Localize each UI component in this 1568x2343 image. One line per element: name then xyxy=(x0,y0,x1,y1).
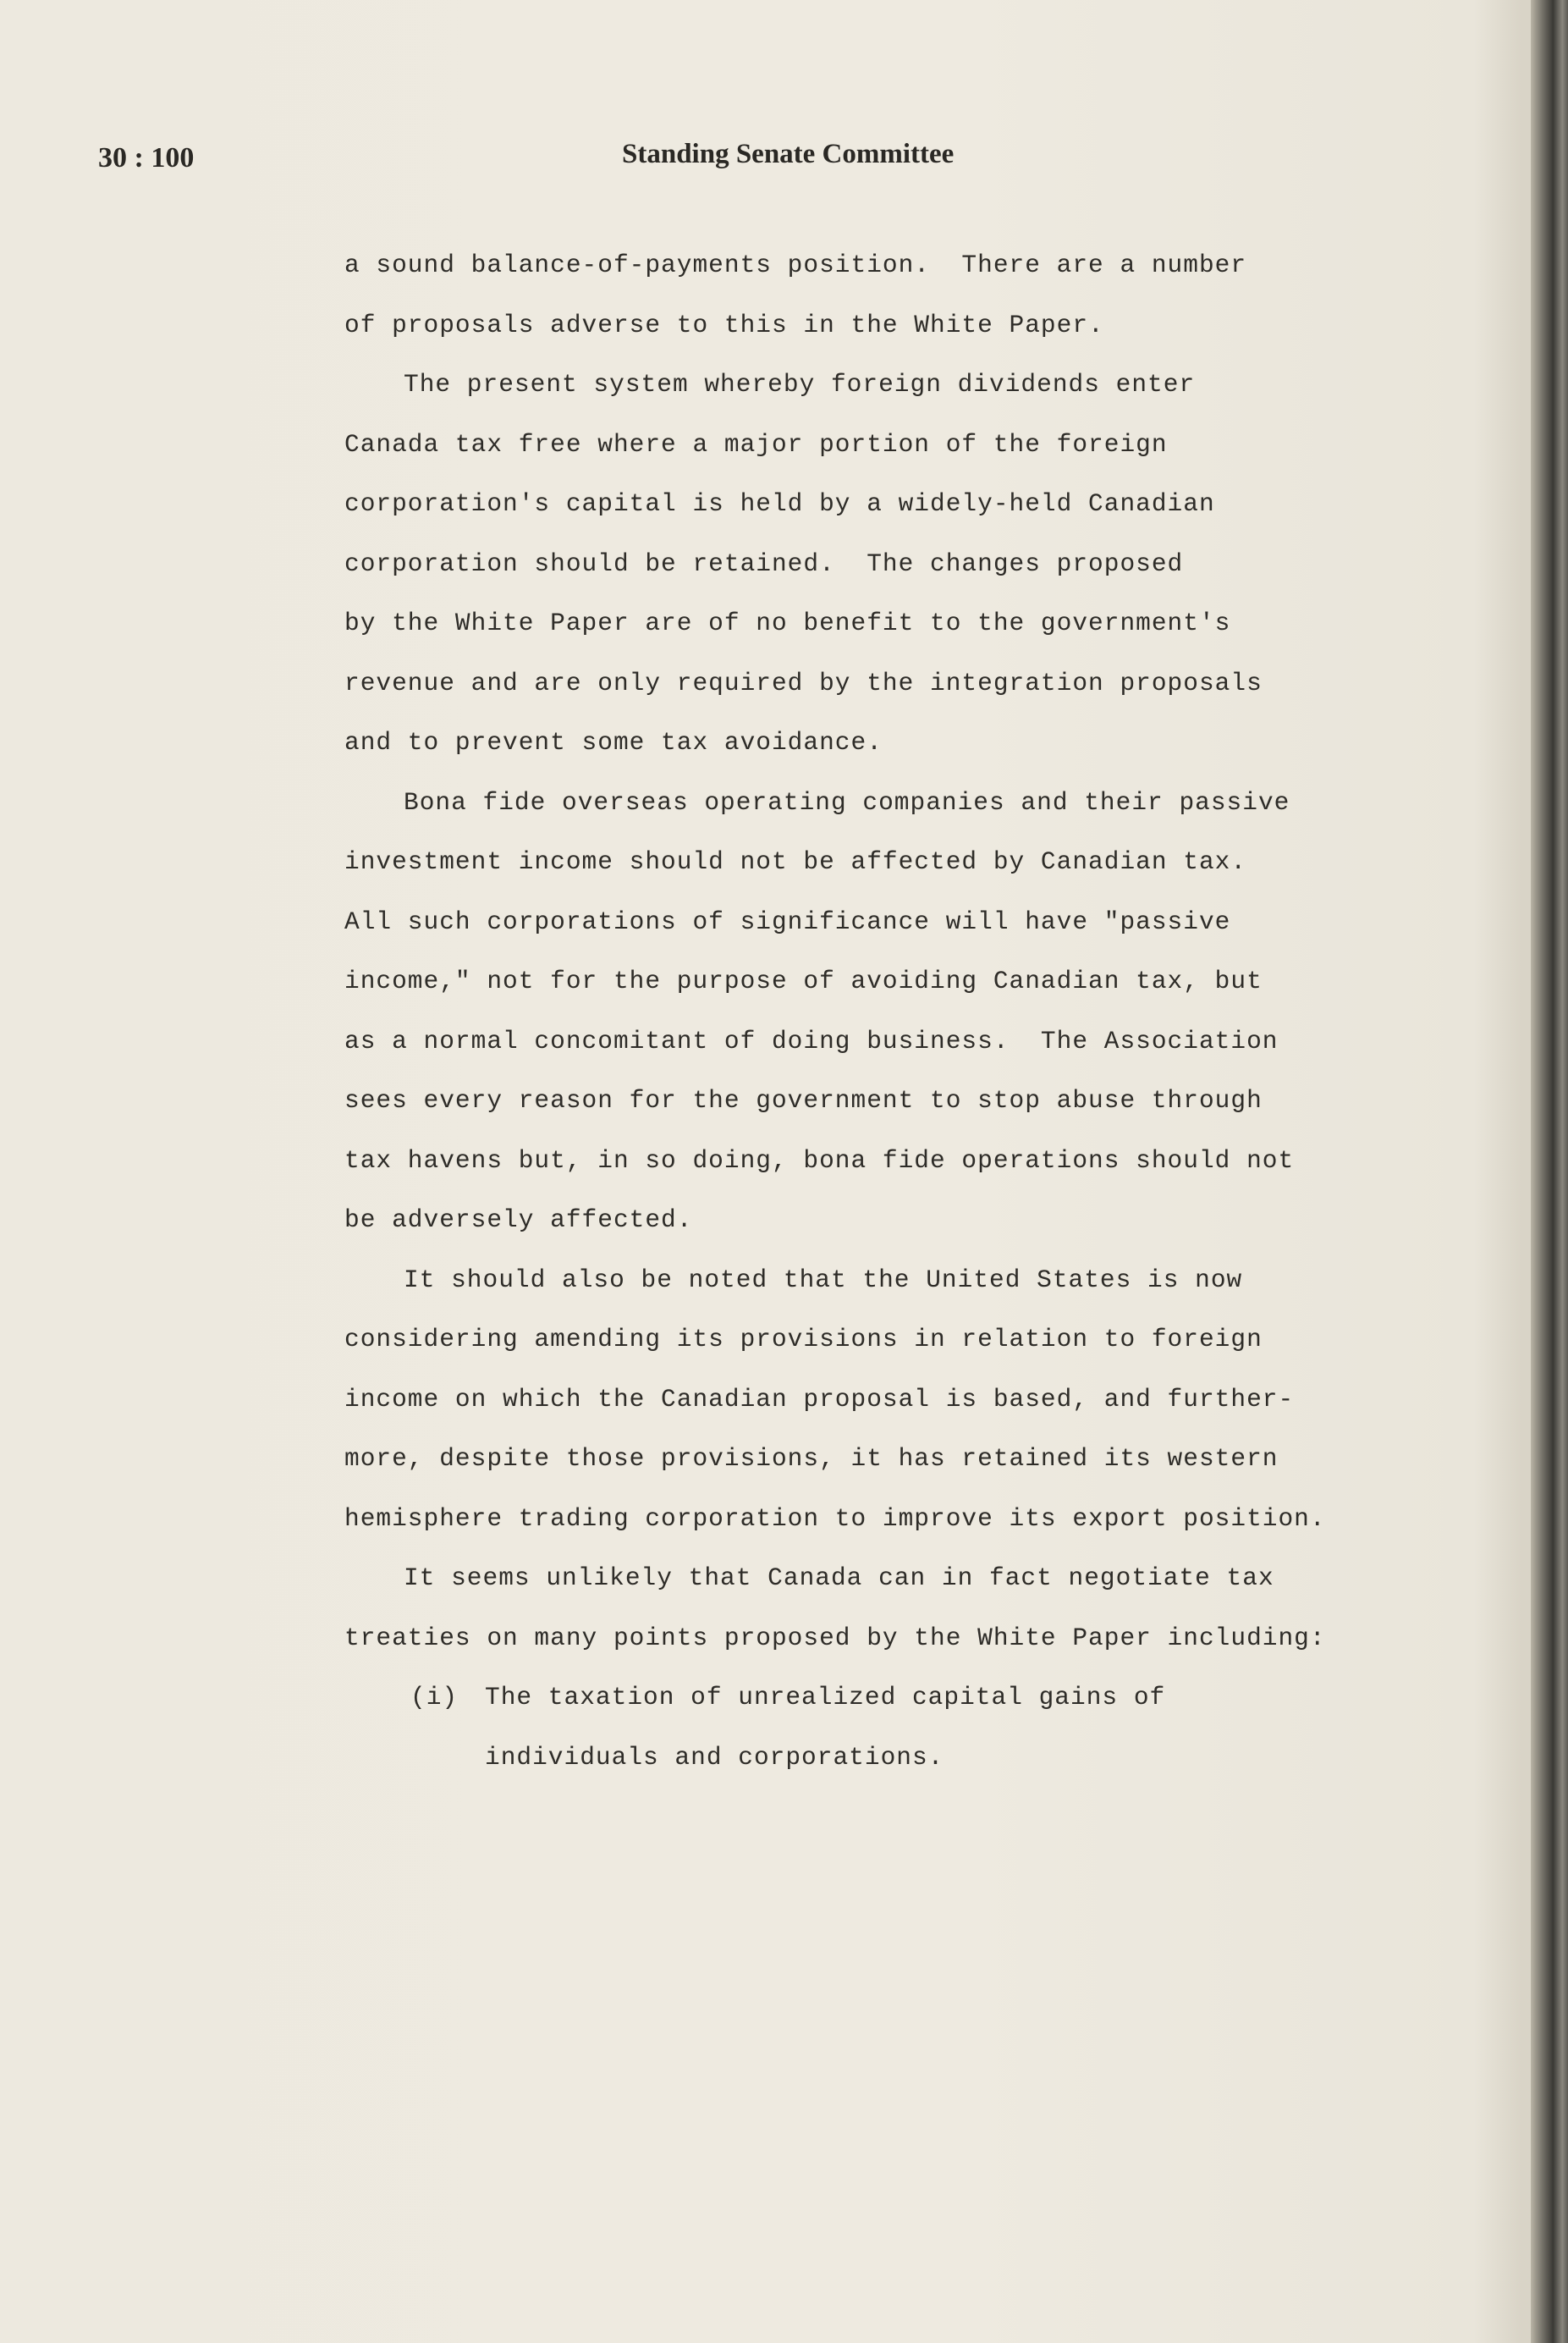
text-line: revenue and are only required by the integration proposals xyxy=(344,668,1263,697)
list-item xyxy=(344,1668,1292,1728)
text-line: corporation should be retained. The changes proposed xyxy=(344,549,1184,578)
page-header xyxy=(0,135,1523,186)
text-line: treaties on many points proposed by the White Paper including: xyxy=(344,1623,1326,1652)
text-line: hemisphere trading corporation to improve its export position. xyxy=(344,1503,1326,1533)
text-line: corporation's capital is held by a widely-held Canadian xyxy=(344,489,1215,518)
text-line: income," not for the purpose of avoiding Canadian tax, but xyxy=(344,967,1263,995)
text-line: investment income should not be affected by Canadian tax. xyxy=(344,847,1247,876)
page-number: 30 : 100 xyxy=(98,142,195,174)
text-line: Canada tax free where a major portion of the foreign xyxy=(344,429,1168,459)
text-line: of proposals adverse to this in the White Paper. xyxy=(344,310,1104,339)
list-item-continuation: individuals and corporations. xyxy=(485,1742,944,1772)
text-line: be adversely affected. xyxy=(344,1205,693,1234)
text-line: It should also be noted that the United States is now xyxy=(404,1265,1243,1294)
list-item-number: (i) xyxy=(410,1683,459,1712)
text-line: All such corporations of significance will have "passive xyxy=(344,907,1231,936)
text-line: The present system whereby foreign dividends enter xyxy=(404,370,1196,399)
text-line: Bona fide overseas operating companies and their passive xyxy=(404,787,1290,817)
book-binding-edge xyxy=(1531,0,1568,2343)
text-line: It seems unlikely that Canada can in fact negotiate tax xyxy=(404,1563,1274,1592)
text-line: and to prevent some tax avoidance. xyxy=(344,728,883,757)
running-title: Standing Senate Committee xyxy=(622,139,955,169)
text-line: by the White Paper are of no benefit to the government's xyxy=(344,609,1231,637)
text-line: tax havens but, in so doing, bona fide operations should not xyxy=(344,1145,1295,1175)
text-line: income on which the Canadian proposal is based, and further- xyxy=(344,1384,1295,1414)
body-text xyxy=(344,235,1326,1787)
text-line: a sound balance-of-payments position. There are a number xyxy=(344,251,1247,279)
list-item-text: The taxation of unrealized capital gains of xyxy=(485,1683,1166,1712)
text-line: as a normal concomitant of doing business. The Association xyxy=(344,1026,1279,1056)
text-line: sees every reason for the government to stop abuse through xyxy=(344,1086,1263,1115)
text-line: more, despite those provisions, it has retained its western xyxy=(344,1444,1279,1473)
text-line: considering amending its provisions in relation to foreign xyxy=(344,1325,1263,1353)
